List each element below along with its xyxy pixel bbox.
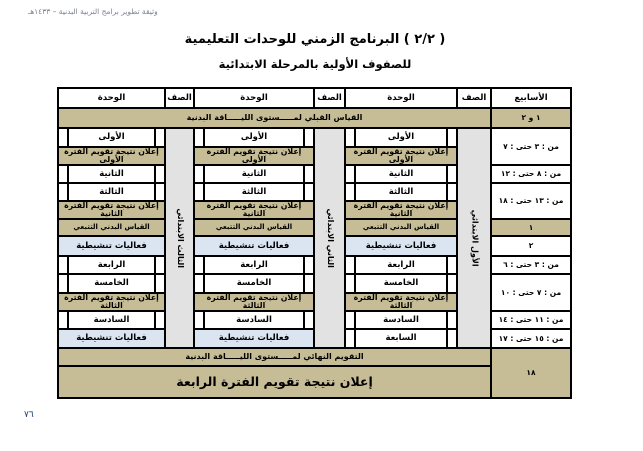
page-title: ( ٢/٢ ) البرنامج الزمني للوحدات التعليمية [184, 32, 446, 47]
unit-cell-g3-r11 [59, 312, 164, 328]
weeks-header: الأسابيع [492, 89, 570, 107]
grade-header-1: الصف [458, 89, 490, 107]
unit-cell-g3-r8-label: الرابعة [67, 257, 156, 273]
unit-cell-g3-r9 [59, 275, 164, 292]
unit-cell-g1-r4-label: الثالثة [354, 184, 448, 200]
unit-cell-g2-r1 [195, 129, 313, 146]
unit-cell-g1-r2: إعلان نتيجة تقويم الفترة الأولى [346, 148, 456, 164]
unit-cell-g2-r6: القياس البدني التتبعي [195, 220, 313, 235]
unit-header-1: الوحدة [346, 89, 456, 107]
unit-cell-g2-r12: فعاليات تنشيطية [195, 330, 313, 347]
pre-measurement-row: القياس القبلي لمـــــستوى الليـــــاقة البدنية [59, 109, 490, 127]
footer-row-2: إعلان نتيجة تقويم الفترة الرابعة [59, 367, 490, 397]
unit-cell-g2-r2: إعلان نتيجة تقويم الفترة الأولى [195, 148, 313, 164]
unit-cell-g2-r11 [195, 312, 313, 328]
page-subtitle: للصفوف الأولية بالمرحلة الابتدائية [218, 57, 412, 71]
unit-header-3: الوحدة [59, 89, 164, 107]
unit-cell-g1-r8-label: الرابعة [354, 257, 448, 273]
unit-cell-g1-r9 [346, 275, 456, 292]
week-cell-6: ٢ [492, 237, 570, 255]
unit-cell-g3-r6: القياس البدني التتبعي [59, 220, 164, 235]
unit-cell-g3-r9-label: الخامسة [67, 275, 156, 292]
unit-cell-g1-r3 [346, 166, 456, 182]
unit-header-2: الوحدة [195, 89, 313, 107]
week-cell-9: من : ١١ حتى : ١٤ [492, 312, 570, 328]
unit-cell-g2-r9-label: الخامسة [203, 275, 305, 292]
week-cell-3: من : ٨ حتى : ١٢ [492, 166, 570, 182]
week-cell-2: من : ٣ حتى : ٧ [492, 129, 570, 164]
unit-cell-g3-r4-label: الثالثة [67, 184, 156, 200]
unit-cell-g2-r11-label: السادسة [203, 312, 305, 328]
unit-cell-g2-r3-label: الثانية [203, 166, 305, 182]
week-cell-5: ١ [492, 220, 570, 235]
unit-cell-g1-r8 [346, 257, 456, 273]
unit-cell-g2-r3 [195, 166, 313, 182]
unit-cell-g1-r9-label: الخامسة [354, 275, 448, 292]
grade-header-2: الصف [315, 89, 344, 107]
unit-cell-g1-r11 [346, 312, 456, 328]
grade-label-2 [315, 129, 344, 347]
unit-cell-g3-r1-label: الأولى [67, 129, 156, 146]
document-header-note: وثيقة تطوير برامج التربية البدنية – ١٤٣٣هـ [28, 7, 158, 16]
grade-label-1-label: الأول الابتدائي [470, 209, 480, 267]
unit-cell-g1-r6: القياس البدني التتبعي [346, 220, 456, 235]
page-number: ٧٦ [24, 410, 34, 420]
unit-cell-g1-r1-label: الأولى [354, 129, 448, 146]
week-cell-4: من : ١٣ حتى : ١٨ [492, 184, 570, 218]
unit-cell-g3-r3-label: الثانية [67, 166, 156, 182]
unit-cell-g3-r3 [59, 166, 164, 182]
unit-cell-g2-r7: فعاليات تنشيطية [195, 237, 313, 255]
grade-header-3: الصف [166, 89, 193, 107]
unit-cell-g2-r4-label: الثالثة [203, 184, 305, 200]
grade-label-3 [166, 129, 193, 347]
unit-cell-g1-r7: فعاليات تنشيطية [346, 237, 456, 255]
unit-cell-g3-r12: فعاليات تنشيطية [59, 330, 164, 347]
unit-cell-g2-r8-label: الرابعة [203, 257, 305, 273]
grade-label-1 [458, 129, 490, 347]
unit-cell-g1-r11-label: السادسة [354, 312, 448, 328]
unit-cell-g1-r10: إعلان نتيجة تقويم الفترة الثالثة [346, 294, 456, 310]
unit-cell-g2-r10: إعلان نتيجة تقويم الفترة الثالثة [195, 294, 313, 310]
unit-cell-g3-r11-label: السادسة [67, 312, 156, 328]
week-cell-11: ١٨ [492, 349, 570, 397]
footer-row-1: التقويم النهائي لمـــــستوى الليـــــاقة البدنية [59, 349, 490, 365]
unit-cell-g1-r4 [346, 184, 456, 200]
unit-cell-g1-r12 [346, 330, 456, 347]
unit-cell-g2-r4 [195, 184, 313, 200]
unit-cell-g3-r1 [59, 129, 164, 146]
unit-cell-g2-r1-label: الأولى [203, 129, 305, 146]
unit-cell-g2-r5: إعلان نتيجة تقويم الفترة الثانية [195, 202, 313, 218]
schedule-table [57, 87, 572, 399]
unit-cell-g1-r1 [346, 129, 456, 146]
unit-cell-g1-r5: إعلان نتيجة تقويم الفترة الثانية [346, 202, 456, 218]
grade-label-3-label: الثالث الابتدائي [175, 208, 185, 268]
unit-cell-g1-r3-label: الثانية [354, 166, 448, 182]
week-cell-1: ١ و ٢ [492, 109, 570, 127]
unit-cell-g2-r9 [195, 275, 313, 292]
grade-label-2-label: الثاني الابتدائي [325, 208, 335, 268]
week-cell-8: من : ٧ حتى : ١٠ [492, 275, 570, 310]
week-cell-10: من : ١٥ حتى : ١٧ [492, 330, 570, 347]
unit-cell-g3-r2: إعلان نتيجة تقويم الفترة الأولى [59, 148, 164, 164]
week-cell-7: من : ٣ حتى : ٦ [492, 257, 570, 273]
unit-cell-g3-r5: إعلان نتيجة تقويم الفترة الثانية [59, 202, 164, 218]
unit-cell-g2-r8 [195, 257, 313, 273]
unit-cell-g3-r10: إعلان نتيجة تقويم الفترة الثالثة [59, 294, 164, 310]
unit-cell-g3-r8 [59, 257, 164, 273]
unit-cell-g3-r4 [59, 184, 164, 200]
unit-cell-g3-r7: فعاليات تنشيطية [59, 237, 164, 255]
unit-cell-g1-r12-label: السابعة [354, 330, 448, 347]
